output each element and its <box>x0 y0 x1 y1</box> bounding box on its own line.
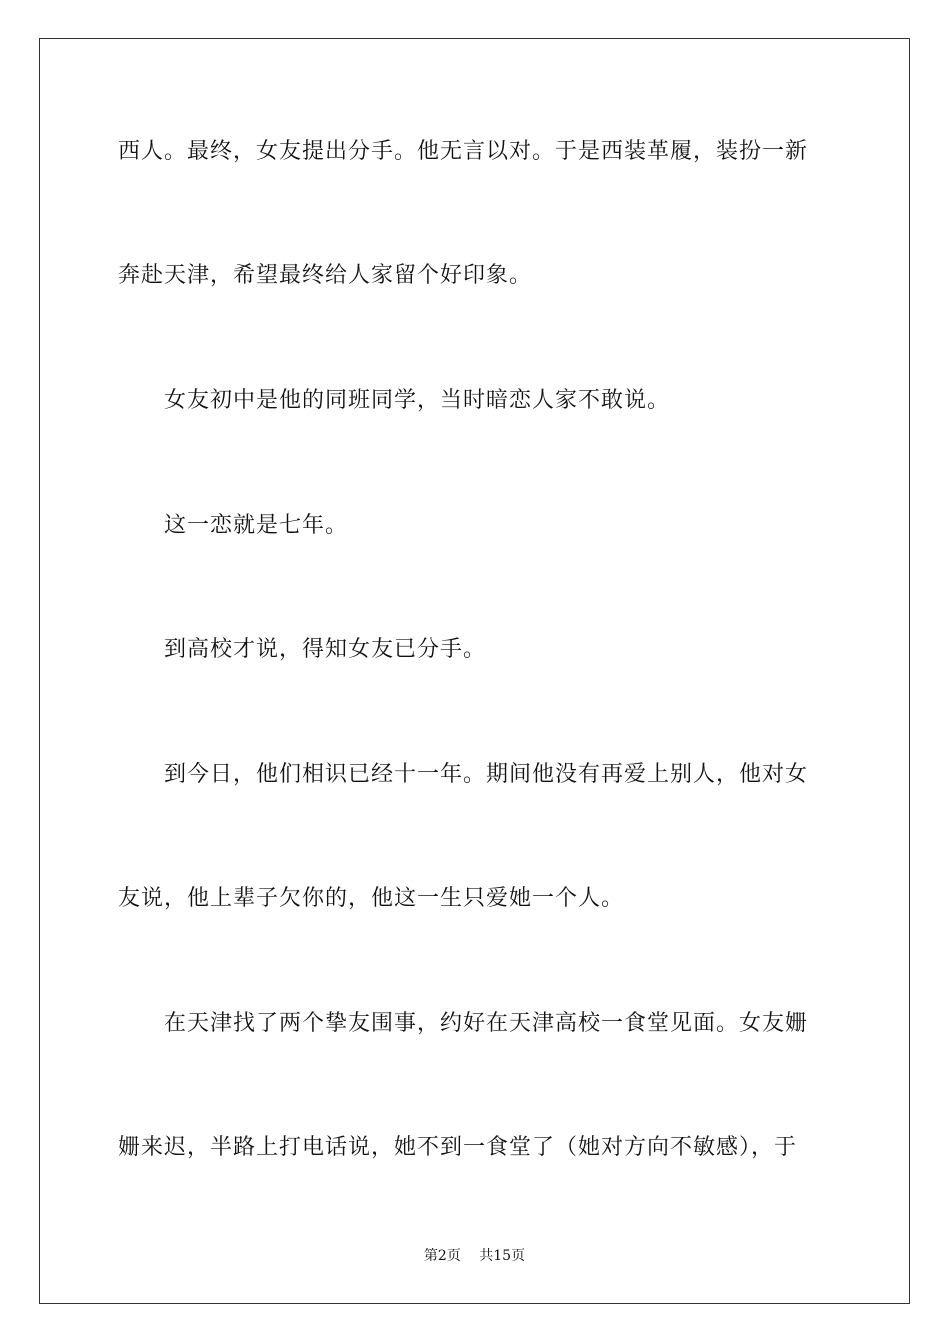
document-page <box>39 38 910 1304</box>
page-number-footer: 第2页 共15页 <box>423 1248 526 1264</box>
paragraph-line: 这一恋就是七年。 <box>164 513 349 538</box>
text-line: 姗来迟，半路上打电话说，她不到一食堂了（她对方向不敏感），于 <box>118 1135 798 1160</box>
text-line: 友说，他上辈子欠你的，他这一生只爱她一个人。 <box>118 886 625 911</box>
paragraph-line: 女友初中是他的同班同学，当时暗恋人家不敢说。 <box>164 388 671 413</box>
text-line: 西人。最终，女友提出分手。他无言以对。于是西装革履，装扮一新 <box>118 139 809 164</box>
paragraph-line: 在天津找了两个挚友围事，约好在天津高校一食堂见面。女友姗 <box>164 1011 809 1036</box>
paragraph-line: 到今日，他们相识已经十一年。期间他没有再爱上别人，他对女 <box>164 762 809 787</box>
text-line: 奔赴天津，希望最终给人家留个好印象。 <box>118 263 533 288</box>
paragraph-line: 到高校才说，得知女友已分手。 <box>164 637 487 662</box>
